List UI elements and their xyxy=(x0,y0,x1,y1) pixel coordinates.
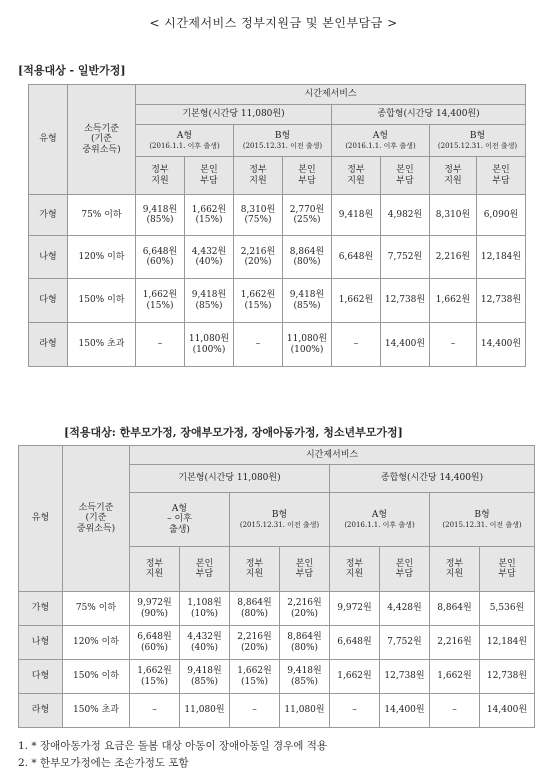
table-row xyxy=(19,592,535,626)
value-cell: 6,648원 (60%) xyxy=(130,626,180,660)
value-cell: 4,432원 (40%) xyxy=(185,236,234,279)
typeA-label: A형 xyxy=(176,131,193,142)
header-combined-typeA xyxy=(330,493,430,547)
row-type: 나형 xyxy=(19,626,63,660)
header-basic: 기본형(시간당 11,080원) xyxy=(130,465,330,493)
typeB-sub: (2015.12.31. 이전 출생) xyxy=(239,520,320,529)
value-cell: 11,080원 xyxy=(180,694,230,728)
value-cell: 12,738원 xyxy=(380,660,430,694)
value-cell: – xyxy=(330,694,380,728)
row-type: 라형 xyxy=(29,323,68,367)
value-cell: – xyxy=(130,694,180,728)
row-income: 75% 이하 xyxy=(63,592,130,626)
header-combined-typeB xyxy=(430,493,535,547)
header-gov: 정부 지원 xyxy=(332,157,381,195)
typeA-label: A형 xyxy=(371,510,388,521)
value-cell: 8,864원 (80%) xyxy=(230,592,280,626)
value-cell: 12,738원 xyxy=(477,279,526,323)
value-cell: 9,972원 (90%) xyxy=(130,592,180,626)
header-gov: 정부 지원 xyxy=(330,547,380,592)
header-combined-typeA xyxy=(332,125,430,157)
value-cell: 11,080원 (100%) xyxy=(283,323,332,367)
table-row xyxy=(29,279,526,323)
value-cell: 4,432원 (40%) xyxy=(180,626,230,660)
header-self: 본인 부담 xyxy=(280,547,330,592)
value-cell: 1,662원 xyxy=(330,660,380,694)
value-cell: 14,400원 xyxy=(381,323,430,367)
header-gov: 정부 지원 xyxy=(130,547,180,592)
table-row xyxy=(29,195,526,236)
page-title: < 시간제서비스 정부지원금 및 본인부담금 > xyxy=(149,16,398,30)
table2-label: [적용대상: 한부모가정, 장애부모가정, 장애아동가정, 청소년부모가정] xyxy=(64,426,403,439)
header-income: 소득기준 (기준 중위소득) xyxy=(68,85,136,195)
footnote: 2. * 한부모가정에는 조손가정도 포함 xyxy=(18,757,189,769)
header-basic-typeB xyxy=(234,125,332,157)
header-gov: 정부 지원 xyxy=(430,157,477,195)
value-cell: 14,400원 xyxy=(477,323,526,367)
value-cell: 9,418원 xyxy=(332,195,381,236)
row-type: 다형 xyxy=(29,279,68,323)
row-income: 150% 이하 xyxy=(68,279,136,323)
row-type: 가형 xyxy=(19,592,63,626)
value-cell: 8,864원 xyxy=(430,592,480,626)
value-cell: – xyxy=(230,694,280,728)
row-type: 다형 xyxy=(19,660,63,694)
header-combined: 종합형(시간당 14,400원) xyxy=(330,465,535,493)
typeA-sub: – 이후 출생) xyxy=(167,514,192,535)
value-cell: 12,184원 xyxy=(480,626,535,660)
value-cell: 4,428원 xyxy=(380,592,430,626)
value-cell: 1,662원 (15%) xyxy=(136,279,185,323)
header-type: 유형 xyxy=(19,446,63,592)
value-cell: 2,216원 (20%) xyxy=(234,236,283,279)
value-cell: 1,662원 (15%) xyxy=(230,660,280,694)
table-row xyxy=(19,626,535,660)
header-basic: 기본형(시간당 11,080원) xyxy=(136,105,332,125)
typeB-sub: (2015.12.31. 이전 출생) xyxy=(242,141,323,150)
value-cell: 1,662원 xyxy=(430,279,477,323)
header-income: 소득기준 (기준 중위소득) xyxy=(63,446,130,592)
value-cell: 12,738원 xyxy=(381,279,430,323)
value-cell: 9,972원 xyxy=(330,592,380,626)
table-row xyxy=(19,660,535,694)
header-gov: 정부 지원 xyxy=(234,157,283,195)
header-self: 본인 부담 xyxy=(477,157,526,195)
typeA-label: A형 xyxy=(171,503,188,514)
value-cell: 12,738원 xyxy=(480,660,535,694)
header-service: 시간제서비스 xyxy=(136,85,526,105)
header-self: 본인 부담 xyxy=(480,547,535,592)
table-row xyxy=(29,323,526,367)
value-cell: 1,662원 xyxy=(332,279,381,323)
value-cell: 14,400원 xyxy=(480,694,535,728)
row-income: 150% 초과 xyxy=(68,323,136,367)
table-row xyxy=(19,694,535,728)
value-cell: 8,864원 (80%) xyxy=(280,626,330,660)
value-cell: 1,108원 (10%) xyxy=(180,592,230,626)
value-cell: – xyxy=(136,323,185,367)
value-cell: – xyxy=(430,323,477,367)
value-cell: 9,418원 (85%) xyxy=(185,279,234,323)
typeA-label: A형 xyxy=(372,131,389,142)
typeB-label: B형 xyxy=(469,131,486,142)
header-combined-typeB xyxy=(430,125,526,157)
typeA-sub: (2016.1.1. 이후 출생) xyxy=(344,520,415,529)
value-cell: 12,184원 xyxy=(477,236,526,279)
header-gov: 정부 지원 xyxy=(230,547,280,592)
value-cell: 1,662원 xyxy=(430,660,480,694)
value-cell: 6,090원 xyxy=(477,195,526,236)
value-cell: 2,216원 (20%) xyxy=(280,592,330,626)
value-cell: 9,418원 (85%) xyxy=(283,279,332,323)
typeB-sub: (2015.12.31. 이전 출생) xyxy=(442,520,522,529)
table1-label: [적용대상 - 일반가정] xyxy=(18,64,126,77)
typeB-label: B형 xyxy=(271,510,288,521)
value-cell: 6,648원 (60%) xyxy=(136,236,185,279)
row-income: 150% 초과 xyxy=(63,694,130,728)
header-service: 시간제서비스 xyxy=(130,446,535,465)
value-cell: – xyxy=(234,323,283,367)
value-cell: 7,752원 xyxy=(381,236,430,279)
header-self: 본인 부담 xyxy=(180,547,230,592)
header-type: 유형 xyxy=(29,85,68,195)
header-self: 본인 부담 xyxy=(185,157,234,195)
typeA-sub: (2016.1.1. 이후 출생) xyxy=(345,141,416,150)
value-cell: 2,770원 (25%) xyxy=(283,195,332,236)
value-cell: 9,418원 (85%) xyxy=(136,195,185,236)
row-income: 150% 이하 xyxy=(63,660,130,694)
value-cell: 2,216원 xyxy=(430,236,477,279)
value-cell: 2,216원 (20%) xyxy=(230,626,280,660)
value-cell: 7,752원 xyxy=(380,626,430,660)
row-income: 120% 이하 xyxy=(63,626,130,660)
header-basic-typeA xyxy=(136,125,234,157)
value-cell: 5,536원 xyxy=(480,592,535,626)
value-cell: – xyxy=(430,694,480,728)
typeB-sub: (2015.12.31. 이전 출생) xyxy=(437,141,518,150)
header-basic-typeB xyxy=(230,493,330,547)
value-cell: 6,648원 xyxy=(330,626,380,660)
row-type: 라형 xyxy=(19,694,63,728)
value-cell: 1,662원 (15%) xyxy=(130,660,180,694)
header-self: 본인 부담 xyxy=(381,157,430,195)
value-cell: 8,310원 xyxy=(430,195,477,236)
typeB-label: B형 xyxy=(274,131,291,142)
table2 xyxy=(18,445,535,728)
header-gov: 정부 지원 xyxy=(430,547,480,592)
typeB-label: B형 xyxy=(474,510,490,521)
value-cell: 14,400원 xyxy=(380,694,430,728)
row-type: 가형 xyxy=(29,195,68,236)
header-self: 본인 부담 xyxy=(380,547,430,592)
header-basic-typeA xyxy=(130,493,230,547)
value-cell: 9,418원 (85%) xyxy=(280,660,330,694)
value-cell: 8,864원 (80%) xyxy=(283,236,332,279)
header-combined: 종합형(시간당 14,400원) xyxy=(332,105,526,125)
value-cell: 2,216원 xyxy=(430,626,480,660)
row-income: 120% 이하 xyxy=(68,236,136,279)
value-cell: 8,310원 (75%) xyxy=(234,195,283,236)
value-cell: – xyxy=(332,323,381,367)
value-cell: 9,418원 (85%) xyxy=(180,660,230,694)
footnotes xyxy=(18,738,327,772)
value-cell: 6,648원 xyxy=(332,236,381,279)
value-cell: 1,662원 (15%) xyxy=(185,195,234,236)
value-cell: 4,982원 xyxy=(381,195,430,236)
header-self: 본인 부담 xyxy=(283,157,332,195)
value-cell: 11,080원 xyxy=(280,694,330,728)
header-gov: 정부 지원 xyxy=(136,157,185,195)
footnote: 1. * 장애아동가정 요금은 돌봄 대상 아동이 장애아동일 경우에 적용 xyxy=(18,740,328,752)
value-cell: 11,080원 (100%) xyxy=(185,323,234,367)
value-cell: 1,662원 (15%) xyxy=(234,279,283,323)
row-type: 나형 xyxy=(29,236,68,279)
row-income: 75% 이하 xyxy=(68,195,136,236)
table1 xyxy=(28,84,526,367)
table-row xyxy=(29,236,526,279)
typeA-sub: (2016.1.1. 이후 출생) xyxy=(149,141,220,150)
